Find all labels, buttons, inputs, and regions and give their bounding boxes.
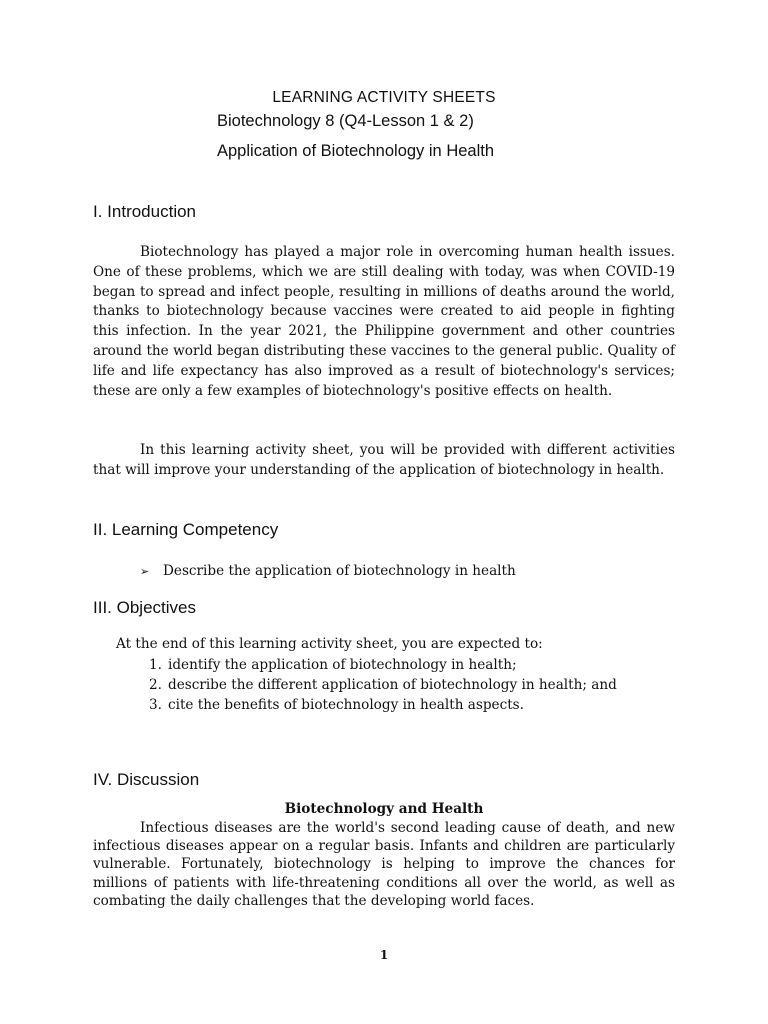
list-text: identify the application of biotechnology in health; — [168, 657, 517, 673]
list-number: 2. — [149, 677, 162, 693]
objectives-intro: At the end of this learning activity sheet, you are expected to: — [116, 636, 543, 652]
introduction-paragraph-2: In this learning activity sheet, you will be provided with different activities that will improve your understanding of the application of biotechnology in health. — [93, 442, 675, 478]
page-number: 1 — [379, 948, 389, 962]
objectives-list — [149, 655, 617, 715]
competency-text: Describe the application of biotechnology in health — [163, 563, 516, 579]
section-discussion-title: IV. Discussion — [93, 770, 200, 789]
list-number: 1. — [149, 657, 162, 673]
competency-item — [140, 563, 516, 579]
list-text: cite the benefits of biotechnology in health aspects. — [168, 697, 524, 713]
list-item — [149, 675, 617, 695]
discussion-subtitle: Biotechnology and Health — [284, 801, 484, 817]
topic-title: Application of Biotechnology in Health — [217, 142, 495, 160]
section-competency-title: II. Learning Competency — [93, 520, 279, 539]
list-item — [149, 655, 617, 675]
lesson-title: Biotechnology 8 (Q4-Lesson 1 & 2) — [217, 112, 474, 130]
arrow-bullet-icon: ➢ — [140, 565, 150, 578]
introduction-paragraph-1: Biotechnology has played a major role in overcoming human health issues. One of these problems, which we are still dealing with today, was when COVID-19 began to spread and infect people, resulting in millions of deaths around the world, thanks to biotechnology because vaccines were created to aid people in fighting this infection. In the year 2021, the Philippine government and other countries around the world began distributing these vaccines to the general public. Quality of life and life expectancy has also improved as a result of biotechnology's services; these are only a few examples of biotechnology's positive effects on health. — [93, 244, 675, 399]
list-number: 3. — [149, 697, 162, 713]
list-item — [149, 695, 617, 715]
section-introduction-title: I. Introduction — [93, 202, 197, 221]
section-objectives-title: III. Objectives — [93, 598, 196, 617]
discussion-paragraph: Infectious diseases are the world's second leading cause of death, and new infectious diseases appear on a regular basis. Infants and children are particularly vulnerable. Fortunately, biotechnology is helping to improve the chances for millions of patients with life-threatening conditions all over the world, as well as combating the daily challenges that the developing world faces. — [93, 820, 675, 909]
list-text: describe the different application of biotechnology in health; and — [168, 677, 617, 693]
sheet-heading: LEARNING ACTIVITY SHEETS — [272, 89, 496, 106]
